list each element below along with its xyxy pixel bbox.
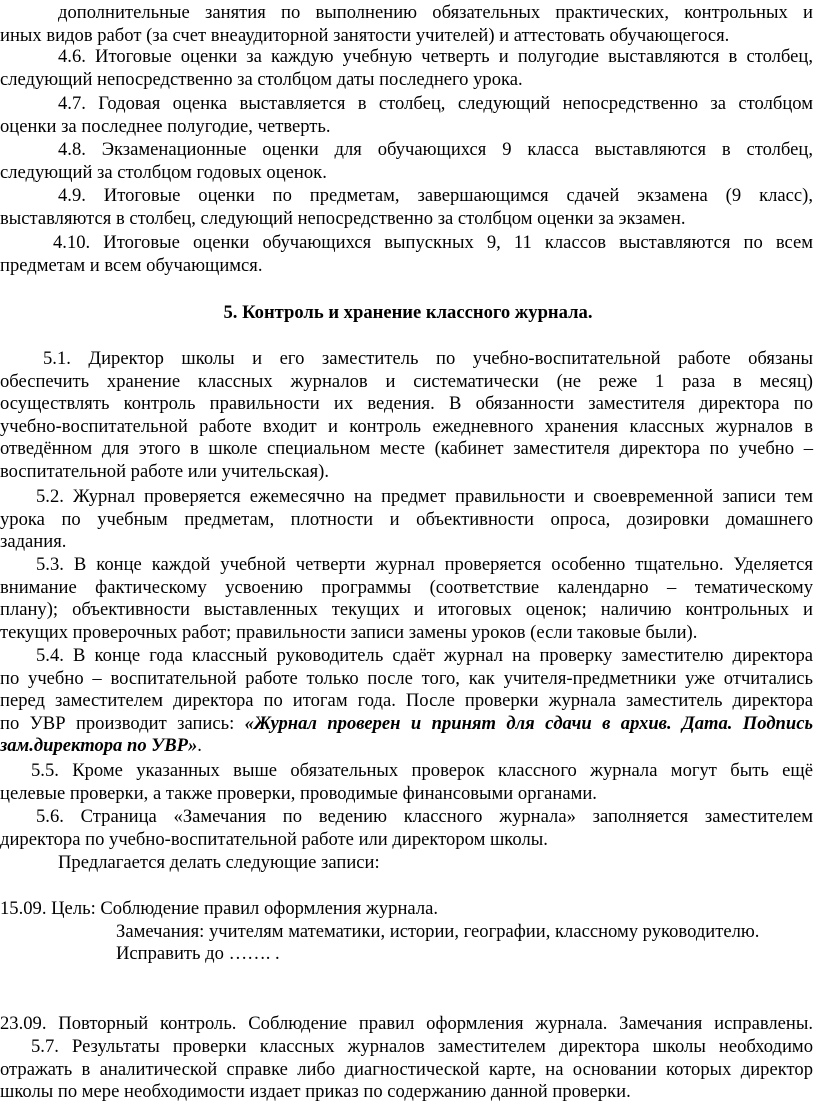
paragraph-4-7 [0,93,813,138]
text-line: 4.8. Экзаменационные оценки для обучающихся 9 класса выставляются в столбец, [58,139,813,160]
paragraph-intro-continuation [0,2,813,47]
paragraph-4-6 [0,46,813,91]
text-line: 15.09. Цель: Соблюдение правил оформления журнала. [0,898,439,919]
text-line: отведённом для этого в школе специальном месте (кабинет заместителя директора по учебно – [0,438,813,460]
text-line: Замечания: учителям математики, истории, географии, классному руководителю. [116,920,760,942]
text-line: предметам и всем обучающимся. [0,254,263,276]
entry-23-09 [0,1013,813,1036]
text-line: директора по учебно-воспитательной работе или директором школы. [0,828,548,850]
paragraph-offer: Предлагается делать следующие записи: [58,852,380,873]
text-line: 4.10. Итоговые оценки обучающихся выпускных 9, 11 классов выставляются по всем [53,232,813,253]
text-line: обеспечить хранение классных журналов и систематически (не реже 1 раза в месяц) [0,370,813,392]
text-line: учебно-воспитательной работе входит и контроль ежедневного хранения классных журналов в [0,415,813,437]
paragraph-5-5 [0,760,813,805]
text-line: выставляются в столбец, следующий непосредственно за столбцом оценки за экзамен. [0,207,686,229]
paragraph-5-3 [0,554,813,644]
text-line: 4.7. Годовая оценка выставляется в столбец, следующий непосредственно за столбцом [58,93,813,114]
text-line: 5.4. В конце года классный руководитель сдаёт журнал на проверку заместителю директора [36,645,813,666]
archive-note-text: зам.директора по УВР» [0,735,198,757]
text-line [0,735,813,758]
text-line: отражать в аналитической справке либо диагностической карте, на основании которых директор [0,1058,813,1080]
text-line: дополнительные занятия по выполнению обязательных практических, контрольных и [58,2,813,23]
archive-note-text: «Журнал проверен и принят для сдачи в архив. Дата. Подпись [244,712,813,734]
text-line: 5.2. Журнал проверяется ежемесячно на предмет правильности и своевременной записи тем [36,486,813,507]
text-line: 5.6. Страница «Замечания по ведению классного журнала» заполняется заместителем [36,806,813,827]
text-line: урока по учебным предметам, плотности и объективности опроса, дозировки домашнего [0,508,813,530]
text-line: осуществлять контроль правильности их ведения. В обязанности заместителя директора по [0,393,813,415]
text-run: . [197,735,202,757]
paragraph-5-7 [0,1036,813,1104]
text-line: оценки за последнее полугодие, четверть. [0,115,331,137]
text-line: воспитательной работе или учительская). [0,460,329,482]
text-line: школы по мере необходимости издает приказ по содержанию данной проверки. [0,1081,631,1103]
text-line: 5.1. Директор школы и его заместитель по учебно-воспитательной работе обязаны [43,348,813,369]
text-line: 5.3. В конце каждой учебной четверти журнал проверяется особенно тщательно. Уделяется [36,554,813,575]
text-line: целевые проверки, а также проверки, проводимые финансовыми органами. [0,782,597,804]
text-line: перед заместителем директора по итогам года. После проверки журнала заместитель директора [0,690,813,712]
text-line: по учебно – воспитательной работе только после того, как учителя-предметники уже отчитались [0,667,813,689]
paragraph-5-6 [0,806,813,851]
paragraph-4-10 [0,232,813,277]
paragraph-5-2 [0,486,813,554]
paragraph-5-1 [0,348,813,484]
section-heading: 5. Контроль и хранение классного журнала. [223,302,593,323]
text-run: по УВР производит запись: [0,712,245,734]
text-line: задания. [0,531,67,553]
paragraph-4-8 [0,139,813,184]
entry-15-09 [0,898,813,966]
paragraph-4-9 [0,185,813,230]
text-line: текущих проверочных работ; правильности записи замены уроков (если таковые были). [0,621,698,643]
text-line: Исправить до ……. . [116,943,280,965]
text-line: 4.6. Итоговые оценки за каждую учебную четверть и полугодие выставляются в столбец, [58,46,813,67]
text-line: 5.7. Результаты проверки классных журналов заместителем директора школы необходимо [31,1036,813,1057]
text-line: 5.5. Кроме указанных выше обязательных проверок классного журнала могут быть ещё [31,760,813,781]
paragraph-5-4 [0,645,813,758]
text-line: плану); объективности выставленных текущих и итоговых оценок; наличию контрольных и [0,599,813,621]
text-line: иных видов работ (за счет внеаудиторной занятости учителей) и аттестовать обучающегося. [0,24,730,46]
text-line: 4.9. Итоговые оценки по предметам, завершающимся сдачей экзамена (9 класс), [58,185,813,206]
text-line: следующий непосредственно за столбцом даты последнего урока. [0,68,523,90]
text-line: внимание фактическому усвоению программы (соответствие календарно – тематическому [0,576,813,598]
text-line: 23.09. Повторный контроль. Соблюдение правил оформления журнала. Замечания исправлены. [0,1013,813,1034]
text-line [0,713,813,736]
text-line: следующий за столбцом годовых оценок. [0,161,327,183]
